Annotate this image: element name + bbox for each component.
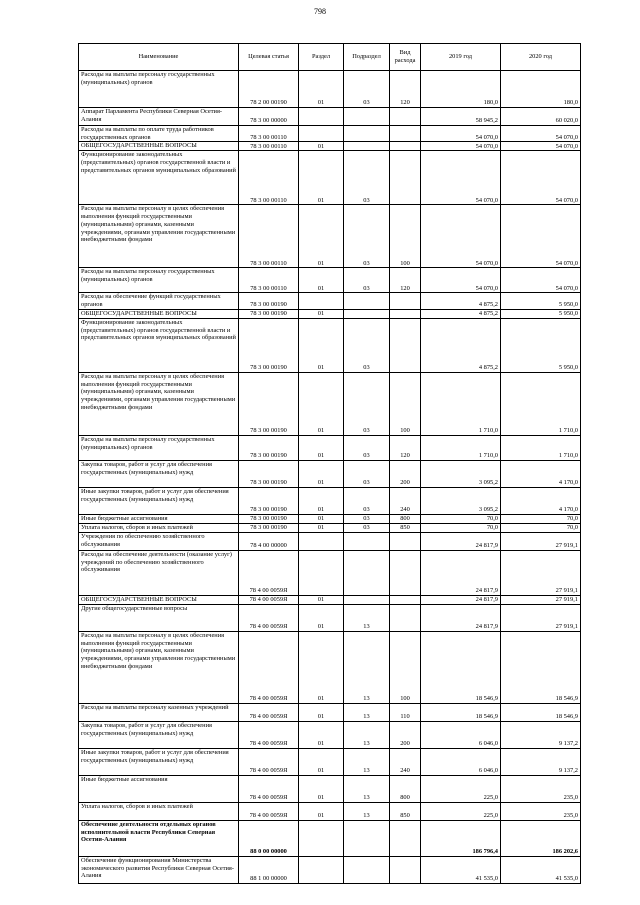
page-number: 798 [314, 7, 326, 16]
table-cell-razdel [299, 293, 344, 309]
table-cell-2019: 180,0 [421, 71, 501, 108]
table-cell-razdel: 01 [299, 514, 344, 523]
table-cell-code: 78 3 00 00190 [239, 487, 299, 514]
table-row [79, 631, 581, 703]
table-cell-podrazdel: 03 [344, 487, 390, 514]
table-cell-vid: 200 [390, 721, 421, 748]
table-cell-2020: 27 919,1 [501, 532, 581, 550]
table-cell-code: 78 4 00 0059Я [239, 721, 299, 748]
table-cell-2020: 4 170,0 [501, 487, 581, 514]
table-cell-2020: 5 950,0 [501, 293, 581, 309]
table-cell-code: 88 0 00 00000 [239, 820, 299, 856]
table-cell-code: 88 1 00 00000 [239, 856, 299, 883]
table-cell-vid: 240 [390, 487, 421, 514]
table-cell-code: 78 4 00 0059Я [239, 802, 299, 820]
table-cell-podrazdel: 13 [344, 775, 390, 802]
table-cell-2019: 58 945,2 [421, 108, 501, 126]
table-cell-razdel: 01 [299, 318, 344, 372]
table-cell-2020: 235,0 [501, 775, 581, 802]
table-cell-name: Функционирование законодательных (представительных) органов государственной власти и представительных органов муниципальных образований [79, 318, 239, 372]
table-cell-code: 78 2 00 00190 [239, 71, 299, 108]
table-cell-podrazdel [344, 108, 390, 126]
table-cell-2020: 9 137,2 [501, 721, 581, 748]
table-cell-code: 78 4 00 0059Я [239, 550, 299, 595]
table-cell-podrazdel: 03 [344, 268, 390, 293]
table-cell-name: Иные закупки товаров, работ и услуг для обеспечения государственных (муниципальных) нужд [79, 748, 239, 775]
table-cell-podrazdel: 13 [344, 748, 390, 775]
table-cell-code: 78 3 00 00190 [239, 460, 299, 487]
table-cell-code: 78 3 00 00190 [239, 293, 299, 309]
table-cell-razdel [299, 126, 344, 142]
table-cell-podrazdel: 03 [344, 435, 390, 460]
table-cell-name: Функционирование законодательных (представительных) органов государственной власти и представительных органов муниципальных образований [79, 151, 239, 205]
column-header-name: Наименование [79, 44, 239, 71]
table-cell-2020: 60 020,0 [501, 108, 581, 126]
table-cell-code: 78 3 00 00190 [239, 309, 299, 318]
table-cell-vid: 850 [390, 802, 421, 820]
table-cell-code: 78 4 00 0059Я [239, 703, 299, 721]
table-row [79, 71, 581, 108]
table-cell-name: Иные бюджетные ассигнования [79, 775, 239, 802]
column-header-vid: Вид расхода [390, 44, 421, 71]
table-cell-razdel: 01 [299, 142, 344, 151]
table-cell-razdel: 01 [299, 703, 344, 721]
table-cell-2020: 1 710,0 [501, 372, 581, 435]
table-cell-razdel: 01 [299, 435, 344, 460]
table-cell-podrazdel [344, 309, 390, 318]
table-cell-razdel [299, 550, 344, 595]
table-cell-name: Расходы на выплаты персоналу казенных учреждений [79, 703, 239, 721]
table-cell-podrazdel [344, 820, 390, 856]
table-cell-code: 78 3 00 00190 [239, 523, 299, 532]
table-cell-2020: 18 546,9 [501, 703, 581, 721]
table-cell-name: Расходы на выплаты персоналу в целях обеспечения выполнения функций государственными (муниципальными) органами, казенными учреждениями, органами управления государственными внебюджетными фондами [79, 205, 239, 268]
table-cell-podrazdel [344, 532, 390, 550]
table-cell-2019: 24 817,9 [421, 595, 501, 604]
table-cell-code: 78 3 00 00110 [239, 205, 299, 268]
table-cell-razdel [299, 820, 344, 856]
table-cell-vid: 850 [390, 523, 421, 532]
table-cell-podrazdel: 03 [344, 460, 390, 487]
table-cell-2019: 54 070,0 [421, 151, 501, 205]
table-row [79, 293, 581, 309]
table-cell-vid [390, 151, 421, 205]
table-cell-razdel: 01 [299, 205, 344, 268]
table-cell-2019: 54 070,0 [421, 126, 501, 142]
table-cell-razdel: 01 [299, 151, 344, 205]
table-cell-razdel: 01 [299, 631, 344, 703]
table-cell-name: Иные бюджетные ассигнования [79, 514, 239, 523]
table-cell-2019: 186 796,4 [421, 820, 501, 856]
table-cell-code: 78 4 00 0059Я [239, 631, 299, 703]
table-row [79, 775, 581, 802]
table-cell-2019: 225,0 [421, 802, 501, 820]
table-cell-vid [390, 595, 421, 604]
table-cell-podrazdel [344, 550, 390, 595]
table-cell-name: Иные закупки товаров, работ и услуг для обеспечения государственных (муниципальных) нужд [79, 487, 239, 514]
table-cell-podrazdel: 03 [344, 318, 390, 372]
table-cell-2019: 3 095,2 [421, 487, 501, 514]
table-cell-2019: 41 535,0 [421, 856, 501, 883]
table-row [79, 151, 581, 205]
table-cell-vid [390, 309, 421, 318]
table-cell-vid: 800 [390, 775, 421, 802]
table-row [79, 802, 581, 820]
table-cell-podrazdel: 03 [344, 514, 390, 523]
table-cell-2019: 4 875,2 [421, 318, 501, 372]
table-cell-name: ОБЩЕГОСУДАРСТВЕННЫЕ ВОПРОСЫ [79, 142, 239, 151]
table-cell-podrazdel: 03 [344, 151, 390, 205]
table-cell-2020: 27 919,1 [501, 604, 581, 631]
table-cell-2020: 70,0 [501, 523, 581, 532]
table-row [79, 435, 581, 460]
column-header-2019: 2019 год [421, 44, 501, 71]
table-cell-2019: 1 710,0 [421, 435, 501, 460]
table-cell-2020: 54 070,0 [501, 126, 581, 142]
column-header-podrazdel: Подраздел [344, 44, 390, 71]
table-row [79, 487, 581, 514]
table-row [79, 268, 581, 293]
table-row [79, 108, 581, 126]
table-cell-2019: 1 710,0 [421, 372, 501, 435]
table-cell-2019: 24 817,9 [421, 604, 501, 631]
table-cell-name: Расходы на выплаты персоналу государственных (муниципальных) органов [79, 71, 239, 108]
table-cell-razdel: 01 [299, 595, 344, 604]
budget-table [78, 43, 581, 884]
table-cell-podrazdel: 13 [344, 802, 390, 820]
table-cell-2019: 4 875,2 [421, 293, 501, 309]
table-cell-name: Расходы на выплаты по оплате труда работников государственных органов [79, 126, 239, 142]
table-cell-name: Расходы на выплаты персоналу государственных (муниципальных) органов [79, 435, 239, 460]
table-cell-2020: 54 070,0 [501, 142, 581, 151]
table-cell-podrazdel [344, 856, 390, 883]
table-cell-podrazdel [344, 142, 390, 151]
table-cell-2020: 54 070,0 [501, 268, 581, 293]
table-cell-code: 78 3 00 00110 [239, 151, 299, 205]
table-cell-2020: 27 919,1 [501, 550, 581, 595]
table-cell-code: 78 4 00 0059Я [239, 604, 299, 631]
table-cell-vid: 100 [390, 372, 421, 435]
table-cell-2020: 5 950,0 [501, 318, 581, 372]
table-cell-2020: 54 070,0 [501, 205, 581, 268]
table-row [79, 532, 581, 550]
table-cell-2020: 1 710,0 [501, 435, 581, 460]
table-cell-vid [390, 126, 421, 142]
table-cell-2020: 70,0 [501, 514, 581, 523]
table-cell-name: Расходы на выплаты персоналу государственных (муниципальных) органов [79, 268, 239, 293]
table-cell-podrazdel: 03 [344, 372, 390, 435]
table-cell-2020: 186 202,6 [501, 820, 581, 856]
table-cell-podrazdel [344, 126, 390, 142]
table-cell-2020: 235,0 [501, 802, 581, 820]
table-cell-vid: 100 [390, 205, 421, 268]
table-cell-name: ОБЩЕГОСУДАРСТВЕННЫЕ ВОПРОСЫ [79, 309, 239, 318]
table-cell-2019: 3 095,2 [421, 460, 501, 487]
table-cell-name: Обеспечение функционирования Министерства экономического развития Республики Северная Осетия-Алания [79, 856, 239, 883]
table-cell-2019: 70,0 [421, 514, 501, 523]
table-cell-vid [390, 856, 421, 883]
table-cell-podrazdel: 13 [344, 604, 390, 631]
table-cell-vid [390, 820, 421, 856]
table-cell-2020: 4 170,0 [501, 460, 581, 487]
table-cell-2020: 180,0 [501, 71, 581, 108]
table-cell-code: 78 4 00 0059Я [239, 748, 299, 775]
table-cell-code: 78 4 00 00000 [239, 532, 299, 550]
table-row [79, 523, 581, 532]
table-cell-podrazdel: 13 [344, 631, 390, 703]
table-cell-name: Учреждения по обеспечению хозяйственного обслуживания [79, 532, 239, 550]
table-cell-2019: 18 546,9 [421, 631, 501, 703]
table-cell-razdel: 01 [299, 604, 344, 631]
table-cell-2019: 70,0 [421, 523, 501, 532]
table-cell-code: 78 3 00 00190 [239, 435, 299, 460]
table-row [79, 460, 581, 487]
table-cell-2019: 4 875,2 [421, 309, 501, 318]
table-cell-name: Уплата налогов, сборов и иных платежей [79, 523, 239, 532]
table-cell-2020: 27 919,1 [501, 595, 581, 604]
table-cell-2020: 41 535,0 [501, 856, 581, 883]
table-cell-vid [390, 293, 421, 309]
table-row [79, 205, 581, 268]
table-cell-vid [390, 550, 421, 595]
table-row [79, 142, 581, 151]
table-row [79, 856, 581, 883]
table-cell-vid [390, 318, 421, 372]
table-cell-code: 78 3 00 00110 [239, 268, 299, 293]
table-header-row [79, 44, 581, 71]
table-cell-vid: 120 [390, 435, 421, 460]
table-cell-2020: 5 950,0 [501, 309, 581, 318]
table-cell-vid [390, 108, 421, 126]
table-cell-2019: 24 817,9 [421, 532, 501, 550]
table-cell-razdel [299, 532, 344, 550]
table-cell-razdel [299, 856, 344, 883]
table-cell-podrazdel: 03 [344, 71, 390, 108]
table-cell-razdel [299, 108, 344, 126]
table-row [79, 550, 581, 595]
table-cell-razdel: 01 [299, 309, 344, 318]
table-cell-code: 78 3 00 00110 [239, 142, 299, 151]
table-row [79, 748, 581, 775]
table-cell-name: Другие общегосударственные вопросы [79, 604, 239, 631]
table-row [79, 604, 581, 631]
table-cell-2020: 9 137,2 [501, 748, 581, 775]
table-cell-vid [390, 604, 421, 631]
table-cell-code: 78 3 00 00190 [239, 372, 299, 435]
table-cell-name: Закупка товаров, работ и услуг для обеспечения государственных (муниципальных) нужд [79, 460, 239, 487]
table-cell-vid [390, 532, 421, 550]
table-cell-code: 78 3 00 00000 [239, 108, 299, 126]
table-cell-podrazdel: 03 [344, 205, 390, 268]
table-row [79, 820, 581, 856]
table-row [79, 309, 581, 318]
table-cell-name: Расходы на обеспечение деятельности (оказание услуг) учреждений по обеспечению хозяйственного обслуживания [79, 550, 239, 595]
table-cell-razdel: 01 [299, 487, 344, 514]
table-cell-vid: 240 [390, 748, 421, 775]
table-cell-2019: 54 070,0 [421, 268, 501, 293]
table-row [79, 372, 581, 435]
table-cell-2019: 54 070,0 [421, 142, 501, 151]
table-cell-razdel: 01 [299, 71, 344, 108]
table-cell-name: Закупка товаров, работ и услуг для обеспечения государственных (муниципальных) нужд [79, 721, 239, 748]
table-cell-code: 78 3 00 00110 [239, 126, 299, 142]
table-cell-vid: 120 [390, 268, 421, 293]
column-header-code: Целевая статья [239, 44, 299, 71]
table-cell-razdel: 01 [299, 802, 344, 820]
table-cell-vid [390, 142, 421, 151]
table-cell-name: Расходы на выплаты персоналу в целях обеспечения выполнения функций государственными (муниципальными) органами, казенными учреждениями, органами управления государственными внебюджетными фондами [79, 631, 239, 703]
table-row [79, 126, 581, 142]
table-row [79, 721, 581, 748]
table-cell-vid: 200 [390, 460, 421, 487]
table-cell-2019: 54 070,0 [421, 205, 501, 268]
table-cell-vid: 110 [390, 703, 421, 721]
table-cell-razdel: 01 [299, 721, 344, 748]
table-row [79, 595, 581, 604]
table-cell-name: Расходы на выплаты персоналу в целях обеспечения выполнения функций государственными (муниципальными) органами, казенными учреждениями, органами управления государственными внебюджетными фондами [79, 372, 239, 435]
table-cell-vid: 800 [390, 514, 421, 523]
table-cell-podrazdel [344, 293, 390, 309]
table-cell-razdel: 01 [299, 372, 344, 435]
table-cell-razdel: 01 [299, 523, 344, 532]
table-cell-name: Расходы на обеспечение функций государственных органов [79, 293, 239, 309]
table-cell-code: 78 4 00 0059Я [239, 775, 299, 802]
table-cell-razdel: 01 [299, 748, 344, 775]
table-cell-2019: 18 546,9 [421, 703, 501, 721]
table-cell-2019: 6 046,0 [421, 721, 501, 748]
table-cell-razdel: 01 [299, 268, 344, 293]
column-header-razdel: Раздел [299, 44, 344, 71]
table-cell-vid: 100 [390, 631, 421, 703]
table-row [79, 514, 581, 523]
table-cell-razdel: 01 [299, 460, 344, 487]
table-cell-vid: 120 [390, 71, 421, 108]
table-row [79, 703, 581, 721]
table-cell-code: 78 3 00 00190 [239, 514, 299, 523]
table-cell-2019: 225,0 [421, 775, 501, 802]
table-cell-2019: 24 817,9 [421, 550, 501, 595]
table-cell-2020: 54 070,0 [501, 151, 581, 205]
table-cell-podrazdel: 13 [344, 703, 390, 721]
table-cell-name: ОБЩЕГОСУДАРСТВЕННЫЕ ВОПРОСЫ [79, 595, 239, 604]
table-cell-2019: 6 046,0 [421, 748, 501, 775]
table-cell-name: Уплата налогов, сборов и иных платежей [79, 802, 239, 820]
table-cell-code: 78 4 00 0059Я [239, 595, 299, 604]
table-cell-podrazdel: 03 [344, 523, 390, 532]
column-header-2020: 2020 год [501, 44, 581, 71]
table-cell-razdel: 01 [299, 775, 344, 802]
table-row [79, 318, 581, 372]
table-cell-code: 78 3 00 00190 [239, 318, 299, 372]
table-cell-name: Обеспечение деятельности отдельных органов исполнительной власти Республики Северная Осетия-Алания [79, 820, 239, 856]
table-cell-name: Аппарат Парламента Республики Северная Осетия-Алания [79, 108, 239, 126]
table-cell-2020: 18 546,9 [501, 631, 581, 703]
table-cell-podrazdel: 13 [344, 721, 390, 748]
table-cell-podrazdel [344, 595, 390, 604]
